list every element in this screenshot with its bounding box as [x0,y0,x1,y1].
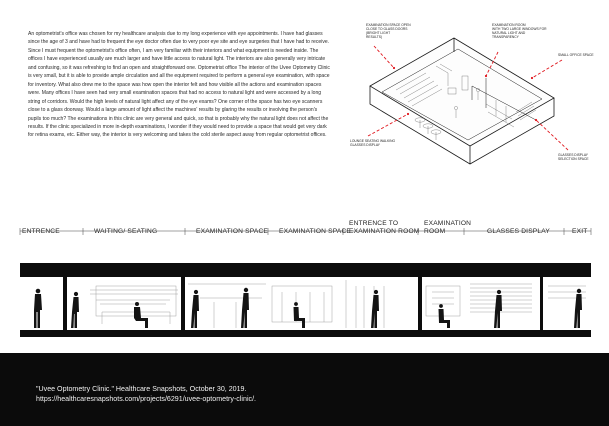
axo-note: TRANSPARENCY [492,35,519,39]
section-label-waiting: WAITING/ SEATING [94,228,158,235]
person-silhouette [494,290,502,328]
person-silhouette [241,288,249,328]
section-label-glasses-display: GLASSES DISPLAY [487,228,550,235]
citation-line-2: https://healthcaresnapshots.com/projects/6291/uvee-optometry-clinic/. [36,394,257,403]
axo-note: SMALL OFFICE SPACE [558,53,594,57]
section-label-exam-space-2: EXAMINATION SPACE [279,228,352,235]
axo-note: NATURAL LIGHT AND [492,31,526,35]
building-section-drawing [0,228,609,340]
axo-note: SELECTION SPACE [558,157,589,161]
section-label-exam-room: EXAMINATION ROOM [424,220,472,235]
axo-note: RESULTS) [366,35,383,39]
axo-note: EXAMINATION SPACE OPEN [366,23,411,27]
person-silhouette [134,302,148,328]
person-silhouette [34,289,42,328]
person-silhouette [191,290,199,328]
essay-paragraph: An optometrist's office was chosen for my healthcare analysis due to my long experience with eye appointments. I have had glasses since the age of 3 and have had to frequent the eye doctor often due to very poor eye site and eye surgeries that I have had to receive. Since I must frequent the optometrist's office often, I am very familiar with their interiors and what equipment is needed inside. The offices I have experienced usually are much larger and have little access to natural light. The interiors are also generally very intricate and confusing, so it was refreshing to find an open and straightforward one. Optometrist office The interior of the Uvee Optometry Clinic is very small, but it is able to provide ample circulation and all the equipment required to perform a general eye examination, with space for inventory. What also drew me to the space was how open the interior felt and how visible all the actions and examination spaces were. Many offices I have seen had very small examination spaces that had no access to natural light and were accessed by a long string of corridors. Would the high levels of natural light affect any of the eye exams? One corner of the space has two eye scanners close to a glass doorway. Would a large amount of light affect the machines' results by glaring the results or involving the person's pupils too much? The examinations in this clinic are very general and quick, so that is probably why the natural light does not affect the results. If the clinic specialized in more in-depth examinations, I wonder if they would need to provide a space that would get very dark for retina exams, etc. Either way, the interior is very welcoming and takes the cold sterile aspect away from regular optometrist offices. [28,31,330,139]
axo-note: GLASSES DISPLAY [558,153,588,157]
person-silhouette [371,290,379,328]
section-label-exam-space-1: EXAMINATION SPACE [196,228,269,235]
section-label-exam-room-entrance: ENTRENCE TO EXAMINATION ROOM [349,220,420,235]
axo-note: (BRIGHT LIGHT [366,31,391,35]
axo-note: WITH TWO LARGE WINDOWS FOR [492,27,547,31]
citation-text [36,385,256,405]
axo-note: LOUNGE SEATING WALKING [350,139,396,143]
axo-note: EXAMINATION ROOM [492,23,526,27]
person-silhouette [574,289,582,328]
axo-note: CLOSE TO GLASS DOORS [366,27,408,31]
section-label-entrance: ENTRENCE [22,228,60,235]
axo-note: GLASSES DISPLAY [350,143,380,147]
person-silhouette [71,292,79,328]
person-silhouette [294,302,306,328]
citation-line-1: "Uvee Optometry Clinic." Healthcare Snapshots, October 30, 2019. [36,385,247,393]
axonometric-drawing [336,16,598,194]
section-label-exit: EXIT [572,228,588,235]
